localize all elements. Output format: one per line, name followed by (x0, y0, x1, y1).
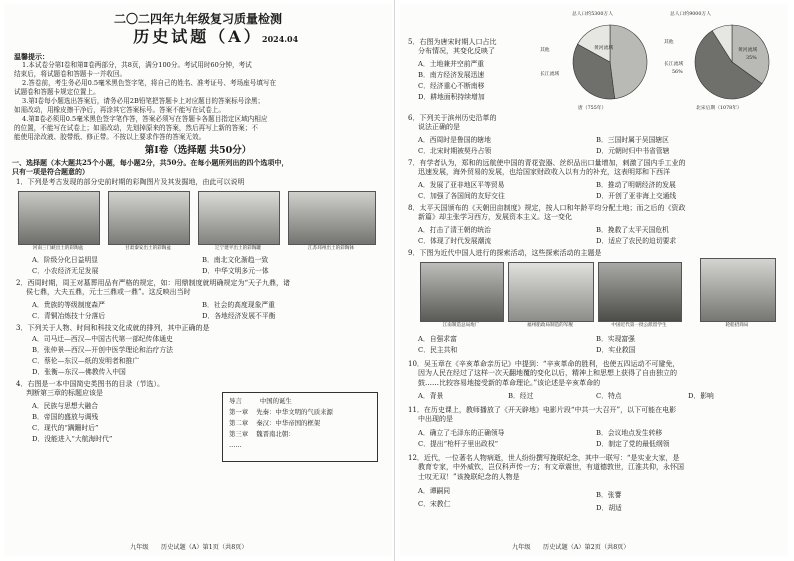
page-2-footer: 九年级 历史试题（A）第2页（共8页） (512, 544, 630, 551)
q12-option-a[interactable]: A．谭嗣同 (418, 487, 451, 495)
notes-block (14, 61, 386, 142)
q11-option-c[interactable]: C．提出“枪杆子里出政权” (418, 440, 499, 448)
pie-tang-label-yangtze: 长江流域 (540, 72, 560, 77)
q1-option-b[interactable]: B．南北文化渐趋一致 (202, 256, 269, 264)
q9-stem: 9．下图为近代中国人进行的探索活动，这些探索活动的主题是 (408, 249, 602, 257)
toc-head-title: 中国的诞生 (259, 397, 292, 405)
q9-option-d[interactable]: D．实业救国 (596, 346, 636, 354)
q4-stem (16, 380, 216, 399)
q11-stem-line: 11．在历史课上，教师播放了《开天辟地》电影片段“中共一大召开”，以下可能在电影 (408, 406, 677, 414)
q10-stem (408, 360, 784, 388)
q1-option-d[interactable]: D．中华文明多元一体 (202, 267, 269, 275)
q7-stem (408, 159, 784, 178)
q11-option-a[interactable]: A．确立了毛泽东的正确领导 (418, 429, 505, 437)
notes-line: 的位置，不能写在试卷上；如需改动，先划掉原来的答案，然后再写上新的答案；不 (14, 124, 258, 132)
q3-option-d[interactable]: D．张衡—东汉—佛教传入中国 (32, 368, 126, 376)
pie-song-value-yangtze: 56% (672, 70, 683, 75)
pottery-image-4 (288, 191, 376, 245)
pie-song-title: 总人口约9000万人 (670, 12, 711, 17)
q3-option-a[interactable]: A．司马迁—西汉—中国古代第一部纪传体通史 (32, 335, 173, 343)
q10-stem-line: 鼓……比较容易地接受新的革命理论。”该论述是辛亥革命的 (418, 378, 601, 387)
q12-stem-line: 士叹无双！”该挽联纪念的人物是 (418, 472, 520, 481)
q11-stem (408, 406, 784, 425)
q8-option-d[interactable]: D．适应了农民的迫切要求 (596, 237, 677, 245)
notes-line: 4.第Ⅱ卷必须用0.5毫米黑色签字笔作答，答案必须写在答题卡各题目指定区域内相应 (22, 115, 268, 123)
q1-option-a[interactable]: A．阶级分化日益明显 (32, 256, 99, 264)
toc-chapter-title: 先秦：中华文明的气质来源 (256, 408, 333, 416)
notes-line: 如需改动，用橡皮擦干净后，再涂其它答案标号。答案不能写在试卷上。 (14, 106, 225, 114)
q3-option-c[interactable]: C．蔡伦—东汉—纸的发明者和推广 (32, 357, 140, 365)
q6-option-d[interactable]: D．元朝时归中书省管辖 (596, 147, 670, 155)
pie-song-year: 北宋后期（1078年） (696, 106, 742, 111)
q2-stem-line: 2．西周时期，周王对墓葬用品有严格的规定，如：用鼎制度就明确规定为“天子九鼎，诸 (16, 279, 291, 287)
q10-option-c[interactable]: C．特点 (596, 392, 622, 400)
toc-more: …… (229, 441, 242, 449)
notes-line: 结束后，将试题卷和答题卡一并收回。 (14, 70, 127, 78)
q4-stem-line: 判断第三章的标题应该是 (26, 389, 103, 398)
photo-caption: 中国近代第一批公派留学生 (611, 323, 667, 328)
q11-stem-line: 中出现的是 (418, 415, 453, 424)
q9-option-a[interactable]: A．自强求富 (418, 335, 457, 343)
q12-stem-line: 教育专家，中外威钦，岂仅科声传一方；有文章震世，有道德敦世，江淮共仰，永怀国 (418, 463, 684, 472)
notes-line: 3.第Ⅰ卷每小题选出答案后，请务必用2B铅笔把答题卡上对应题目的答案标号涂黑； (22, 97, 265, 105)
q8-stem-line: 8．太平天国颁布的《天朝田亩制度》规定，按人口和年龄平均分配土地；而之后的《资政 (408, 204, 686, 212)
q12-option-b[interactable]: B．张謇 (596, 491, 622, 499)
q9-option-c[interactable]: C．民主共和 (418, 346, 458, 354)
toc-chapter-title: 秦汉：中华帝国的框架 (256, 419, 321, 427)
q5-stem-line: 5．右图为唐宋时期人口占比 (408, 38, 497, 46)
q6-option-a[interactable]: A．西周时是鲁国的辖地 (418, 136, 491, 144)
pottery-caption: 江苏邳州出土的彩陶钵 (308, 246, 354, 251)
q10-option-a[interactable]: A．背景 (418, 392, 444, 400)
q2-option-a[interactable]: A．贵族的等级制度森严 (32, 301, 105, 309)
pie-tang-title: 总人口约5300万人 (572, 12, 613, 17)
q10-stem-line: 因为人民在经过了这样一次天翻地覆的变化以后，精神上和思想上获得了自由独立的 (418, 369, 677, 378)
exam-page-2 (400, 4, 788, 556)
q7-option-a[interactable]: A．发展了亚非地区平等贸易 (418, 181, 505, 189)
pie-chart-tang (538, 10, 656, 130)
q5-option-b[interactable]: B．南方经济发展迅速 (418, 71, 485, 79)
q6-option-b[interactable]: B．三国时属于吴国辖区 (596, 136, 669, 144)
pottery-image-3 (198, 191, 280, 245)
photo-warship (508, 262, 594, 322)
notes-line: 2.答卷前，考生务必用0.5毫米黑色签字笔，将自己的姓名、准考证号、考场座号填写在 (22, 79, 277, 87)
pie-chart-song (662, 10, 784, 130)
q3-option-b[interactable]: B．张仲景—西汉—开创中医学理论和治疗方法 (32, 346, 173, 354)
book-toc-box (222, 392, 378, 462)
q10-stem-line: 10．吴玉章在《辛亥革命亲历记》中提到：“辛亥革命的胜利，也使五四运动不可避免， (408, 360, 680, 368)
q2-option-b[interactable]: B．社会的高度现象严重 (202, 301, 275, 309)
q8-option-c[interactable]: C．体现了时代发展潮流 (418, 237, 492, 245)
toc-head: 导言 (229, 397, 242, 405)
q12-stem-line: 12．近代，一位著名人物病逝，世人纷纷撰写挽联纪念，其中一联写：“是实业大家，是 (408, 454, 680, 462)
q12-option-d[interactable]: D．胡适 (596, 504, 622, 512)
q10-option-d[interactable]: D．影响 (688, 392, 714, 400)
toc-chapter-title: 魏晋南北朝： (256, 430, 295, 438)
q12-stem (408, 454, 784, 482)
q3-stem: 3．下列关于人物、时间和科技文化成就的排列，其中正确的是 (16, 324, 210, 332)
q11-option-b[interactable]: B．会议地点发生转移 (596, 429, 663, 437)
paper-title: 历史试题（A） (133, 27, 263, 46)
notes-line: 1.本试卷分第Ⅰ卷和第Ⅱ卷两部分，共8页，满分100分。考试用时60分钟，考试 (22, 61, 252, 69)
notes-line: 试题卷和答题卡规定位置上。 (14, 88, 100, 96)
pie-tang-label-yellow-river: 黄河流域 (594, 46, 614, 51)
instruction-line: 只有一项是符合题意的） (12, 167, 89, 177)
section-1-title: 第Ⅰ卷（选择题 共50分） (144, 145, 252, 156)
toc-chapter: 第二章 (229, 419, 249, 427)
q2-option-c[interactable]: C．青铜冶炼技十分落后 (32, 312, 106, 320)
q12-option-c[interactable]: C．宋教仁 (418, 500, 451, 508)
pottery-image-1 (18, 191, 100, 245)
q2-option-d[interactable]: D．各地经济发展不平衡 (202, 312, 276, 320)
q5-option-a[interactable]: A．土地兼并空前严重 (418, 60, 485, 68)
photo-caption: 福州船政局制造的军舰 (527, 323, 573, 328)
pie-song-label-yellow-river: 黄河流域 (738, 48, 758, 53)
q4-stem-line: 4．右图是一本中国简史类图书的目录（节选）。 (16, 380, 164, 388)
q8-stem-line: 新篇》却主张学习西方，发展资本主义。这一变化 (418, 213, 572, 222)
q7-option-b[interactable]: B．推动了明朝经济的发展 (596, 181, 676, 189)
section-1-instructions (12, 158, 388, 177)
pie-tang-year: 唐（755年） (578, 106, 607, 111)
q2-stem (16, 279, 386, 298)
q5-option-d[interactable]: D．耕地面积持续增加 (418, 93, 485, 101)
pie-song-value-yellow-river: 35% (746, 56, 757, 61)
q8-option-b[interactable]: B．挽救了太平天国危机 (596, 226, 669, 234)
pottery-caption: 甘肃秦安出土的彩陶盆 (125, 246, 171, 251)
q7-option-d[interactable]: D．开创了亚非海上交通线 (596, 192, 677, 200)
q5-stem-line: 分布情况，其变化反映了 (418, 47, 495, 56)
pie-tang-label-other: 其他 (540, 48, 550, 53)
q4-option-b[interactable]: B．帝国的盛放与调残 (32, 413, 99, 421)
pie-tang-slice-0 (610, 25, 647, 99)
pottery-caption: 河南三门峡出土的彩陶盆 (32, 246, 84, 251)
photo-shipping-bureau (700, 258, 776, 322)
q5-stem (408, 38, 544, 57)
photo-students (598, 262, 682, 322)
pottery-image-2 (108, 191, 190, 245)
q6-stem-line: 6．下列关于滨州历史沿革的 (408, 114, 497, 122)
exam-title: 二〇二四年九年级复习质量检测 (113, 12, 282, 26)
pie-song-svg (692, 22, 772, 102)
notes-line: 能使用涂改液、胶带纸、修正带。不按以上要求作答的答案无效。 (14, 133, 206, 141)
pie-song-label-other: 其他 (664, 40, 674, 45)
q1-option-c[interactable]: C．小农经济无足发展 (32, 267, 99, 275)
q4-option-d[interactable]: D．没能进入“大航海时代” (32, 435, 113, 443)
q7-option-c[interactable]: C．加强了各国间的友好交往 (418, 192, 505, 200)
exam-page-1 (4, 4, 392, 556)
toc-chapter: 第一章 (229, 408, 249, 416)
q8-stem (408, 204, 784, 223)
q4-option-a[interactable]: A．民族与思想大融合 (32, 402, 99, 410)
pie-song-label-yangtze: 长江流域 (664, 62, 684, 67)
q6-stem (408, 114, 544, 133)
q1-stem: 1．下列是考古发现的部分史前时期的彩陶图片及其发掘地，由此可以说明 (16, 178, 245, 186)
q2-stem-line: 侯七鼎，大夫五鼎，元士三鼎或一鼎”。这反映出当时 (26, 288, 191, 297)
q8-option-a[interactable]: A．打击了清王朝的统治 (418, 226, 491, 234)
photo-caption: 江南制造总局炮厂 (442, 323, 480, 328)
q6-stem-line: 说法正确的是 (418, 123, 460, 132)
q9-option-b[interactable]: B．实现富强 (596, 335, 635, 343)
pottery-caption: 辽宁建平出土的彩陶罐 (215, 246, 261, 251)
photo-arsenal (420, 262, 504, 322)
page-1-footer: 九年级 历史试题（A）第1页（共8页） (130, 544, 248, 551)
photo-caption: 轮船招商局 (725, 323, 749, 328)
instruction-line: 一、选择题（本大题共25个小题，每小题2分，共50分。在每小题所列出的四个选项中， (12, 158, 289, 167)
q7-stem-line: 7．有学者认为，郑和的远航使中国的青花瓷器、丝织品出口量增加，刺激了国内手工业的 (408, 159, 686, 167)
q5-option-c[interactable]: C．经济重心不断南移 (418, 82, 485, 90)
page-divider (394, 0, 395, 561)
toc-chapter: 第三章 (229, 430, 249, 438)
notes-title: 温馨提示： (14, 52, 49, 61)
q11-option-d[interactable]: D．制定了党的最低纲领 (596, 440, 670, 448)
q7-stem-line: 迅速发展，海外贸易的发展，也给国家财政收入以有力的补充，这表明郑和下西洋 (418, 168, 670, 177)
pie-tang-svg (570, 22, 650, 102)
q6-option-c[interactable]: C．北宋时期被契丹占领 (418, 147, 492, 155)
q10-option-b[interactable]: B．经过 (508, 392, 534, 400)
exam-date: 2024.04 (262, 34, 299, 44)
q4-option-c[interactable]: C．现代的“蹒跚时后” (32, 424, 99, 432)
